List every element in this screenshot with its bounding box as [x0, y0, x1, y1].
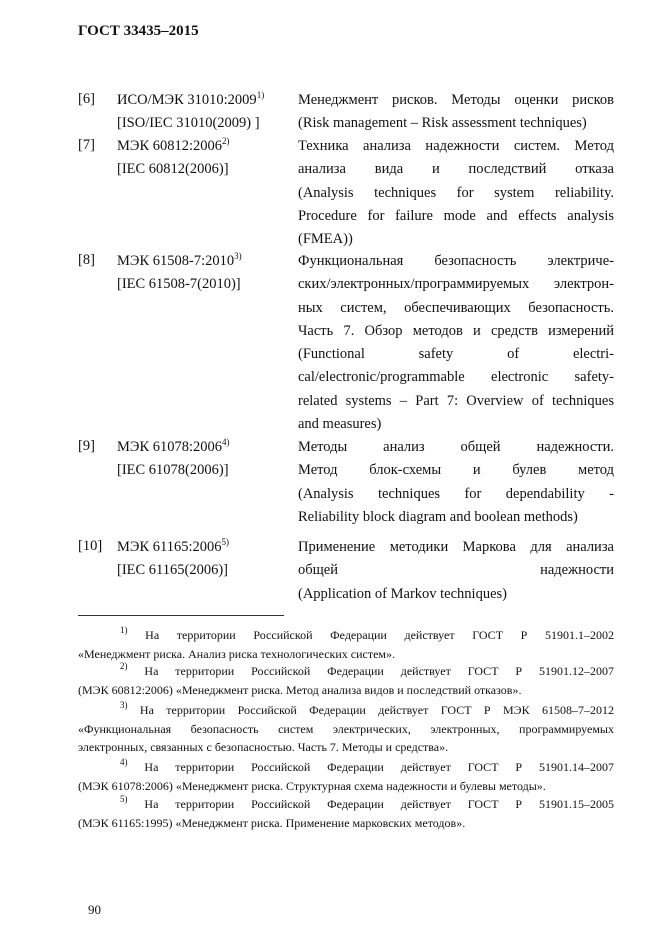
footnote-line [78, 738, 614, 757]
footnote-mark: 4) [120, 757, 128, 767]
footnote [78, 662, 614, 699]
footnote-line [78, 701, 614, 720]
reference-number: [9] [78, 438, 95, 454]
reference-code-block [117, 436, 230, 483]
footnote-line [78, 720, 614, 739]
footnote-line [78, 645, 614, 664]
reference-title [298, 436, 614, 529]
reference-code-text: МЭК 61078:2006 [117, 439, 223, 455]
footnote-mark: 1) [256, 90, 265, 100]
footnote-mark: 5) [221, 537, 230, 547]
reference-intl-code: [ISO/IEC 31010(2009) ] [117, 115, 260, 132]
reference-title-line: ских/электронных/программируемых электрон- [298, 276, 614, 293]
reference-code-block [117, 135, 230, 182]
reference-intl-code: [IEC 61508-7(2010)] [117, 276, 241, 293]
reference-title-line: (Analysis techniques for dependability - [298, 485, 614, 502]
footnote-mark: 2) [222, 136, 230, 146]
reference-code-text: МЭК 61508-7:2010 [117, 253, 235, 269]
reference-title [298, 135, 614, 251]
reference-title-line: cal/electronic/programmable electronic safety- [298, 369, 614, 386]
footnote-line [78, 681, 614, 700]
footnote-text: (МЭК 61165:1995) «Менеджмент риска. Применение марковских методов». [78, 815, 466, 830]
reference-title-line: Часть 7. Обзор методов и средств измерений [298, 322, 614, 339]
reference-title [298, 536, 614, 606]
footnote-text: На территории Российской Федерации действует ГОСТ Р МЭК 61508–7–2012 [139, 703, 614, 717]
reference-number: [6] [78, 91, 95, 107]
reference-code [117, 536, 229, 559]
reference-code-block [117, 536, 229, 583]
footnote [78, 795, 614, 832]
footnote-line [78, 626, 614, 645]
footnote-text: «Функциональная безопасность систем электрических, электронных, программируемых [78, 721, 614, 736]
reference-title-line: Функциональная безопасность электриче- [298, 253, 614, 269]
reference-code [117, 89, 264, 112]
footnote-text: электронных, связанных с безопасностью. Часть 7. Методы и средства». [78, 740, 449, 755]
reference-code-text: ИСО/МЭК 31010:2009 [117, 92, 257, 108]
reference-code-text: МЭК 61165:2006 [117, 539, 222, 555]
reference-title-line: (Application of Markov techniques) [298, 585, 507, 602]
footnote-line [78, 777, 614, 796]
reference-code [117, 250, 242, 273]
page-number: 90 [88, 902, 101, 917]
reference-code-block [117, 89, 264, 136]
reference-title-line: Reliability block diagram and boolean methods) [298, 508, 578, 525]
reference-title-line: анализа вида и последствий отказа [298, 161, 614, 178]
footnote [78, 758, 614, 795]
footnote-mark: 2) [120, 661, 128, 671]
footnote-text: (МЭК 61078:2006) «Менеджмент риска. Структурная схема надежности и булевы методы». [78, 778, 546, 793]
reference-intl-code: [IEC 60812(2006)] [117, 161, 229, 178]
footnote-text: «Менеджмент риска. Анализ риска технологических систем». [78, 646, 396, 661]
reference-code-block [117, 250, 242, 297]
reference-number: [8] [78, 252, 95, 268]
reference-title-line: Метод блок-схемы и булев метод [298, 462, 614, 479]
reference-title-line: Применение методики Маркова для анализа [298, 539, 614, 555]
reference-title-line: Procedure for failure mode and effects analysis [298, 207, 614, 224]
reference-title-line: (FMEA)) [298, 231, 353, 248]
reference-title [298, 89, 614, 136]
reference-code-text: МЭК 60812:2006 [117, 138, 223, 154]
reference-title-line: общей надежности [298, 562, 614, 579]
reference-title-line: (Functional safety of electri- [298, 346, 614, 363]
reference-number: [10] [78, 538, 103, 554]
reference-title-line: ных систем, обеспечивающих безопасность. [298, 299, 614, 316]
footnote-line [78, 758, 614, 777]
reference-intl-code: [IEC 61078(2006)] [117, 462, 229, 479]
footnote-mark: 1) [120, 625, 128, 635]
footnote [78, 626, 614, 663]
footnote-mark: 3) [120, 700, 128, 710]
footnote [78, 701, 614, 757]
footnote-text: На территории Российской Федерации действует ГОСТ Р 51901.1–2002 [145, 628, 614, 642]
footnote-text: (МЭК 60812:2006) «Менеджмент риска. Метод анализа видов и последствий отказов». [78, 682, 522, 697]
reference-title-line: related systems – Part 7: Overview of techniques [298, 392, 614, 409]
footnote-separator [78, 615, 284, 616]
reference-title [298, 250, 614, 436]
reference-number: [7] [78, 137, 95, 153]
footnote-mark: 5) [120, 794, 128, 804]
reference-title-line: Техника анализа надежности систем. Метод [298, 138, 614, 154]
footnote-line [78, 662, 614, 681]
footnote-line [78, 814, 614, 833]
reference-code [117, 436, 230, 459]
footnote-mark: 3) [234, 251, 242, 261]
reference-title-line: (Risk management – Risk assessment techniques) [298, 115, 587, 132]
reference-intl-code: [IEC 61165(2006)] [117, 562, 229, 579]
footnote-text: На территории Российской Федерации действует ГОСТ Р 51901.15–2005 [144, 797, 614, 811]
reference-code [117, 135, 230, 158]
reference-title-line: (Analysis techniques for system reliability. [298, 184, 614, 201]
footnote-text: На территории Российской Федерации действует ГОСТ Р 51901.14–2007 [144, 760, 614, 774]
footnote-line [78, 795, 614, 814]
document-header: ГОСТ 33435–2015 [78, 23, 199, 39]
reference-title-line: Менеджмент рисков. Методы оценки рисков [298, 92, 614, 108]
footnote-text: На территории Российской Федерации действует ГОСТ Р 51901.12–2007 [144, 664, 614, 678]
reference-title-line: Методы анализ общей надежности. [298, 439, 614, 455]
reference-title-line: and measures) [298, 416, 382, 433]
footnote-mark: 4) [222, 437, 230, 447]
